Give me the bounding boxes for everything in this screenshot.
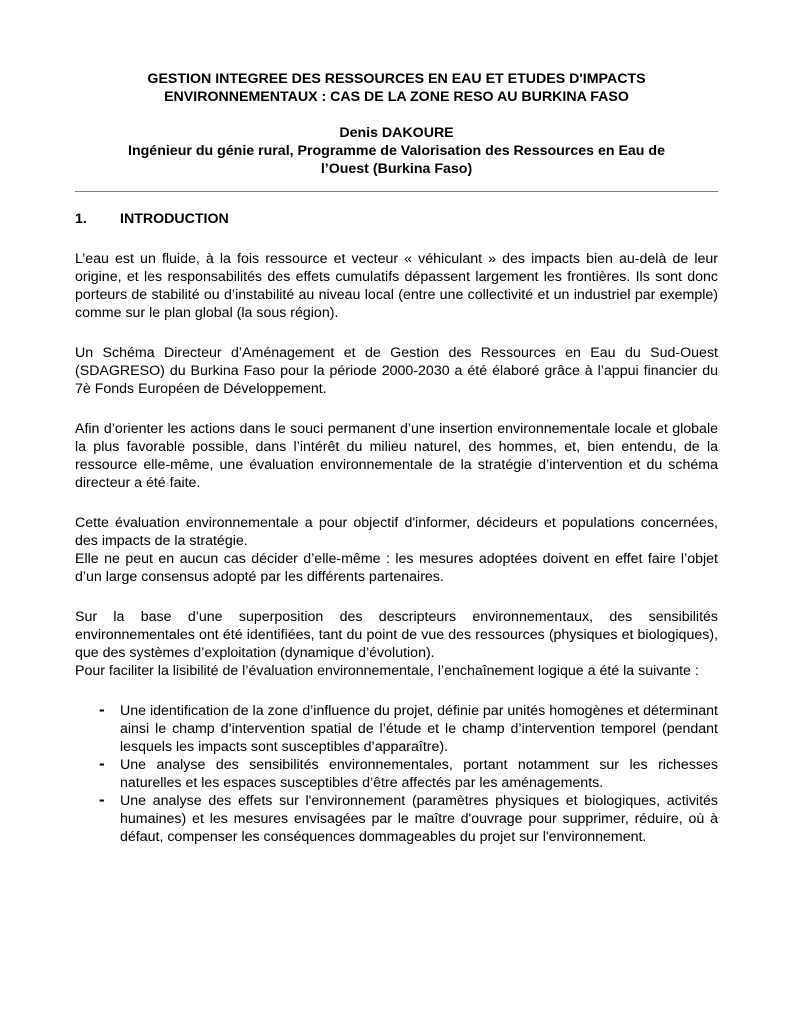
- document-title: [75, 70, 718, 106]
- section-title: INTRODUCTION: [120, 211, 229, 227]
- bullet-list: [75, 702, 718, 846]
- section-number: 1.: [75, 211, 87, 227]
- title-line-2: ENVIRONNEMENTAUX : CAS DE LA ZONE RESO AU BURKINA FASO: [164, 89, 629, 105]
- paragraph: Cette évaluation environnementale a pour objectif d'informer, décideurs et populations concernées, des impacts de la stratégie.: [75, 515, 718, 549]
- paragraph: L’eau est un fluide, à la fois ressource et vecteur « véhiculant » des impacts bien au-delà de leur origine, et les responsabilités des effets cumulatifs dépassent largement les frontières. Ils sont donc porteurs de stabilité ou d’instabilité au niveau local (entre une collectivité et un industriel par exemple) comme sur le plan global (la sous région).: [75, 251, 718, 321]
- body-text: [75, 228, 718, 846]
- list-item-text: Une analyse des effets sur l'environnement (paramètres physiques et biologiques, activités humaines) et les mesures envisagées par le maître d'ouvrage pour supprimer, réduire, où à défaut, compenser les conséquences dommageables du projet sur l'environnement.: [120, 793, 718, 845]
- paragraph: Un Schéma Directeur d’Aménagement et de Gestion des Ressources en Eau du Sud-Ouest (SDAGRESO) du Burkina Faso pour la période 2000-2030 a été élaboré grâce à l’appui financier du 7è Fonds Européen de Développement.: [75, 345, 718, 397]
- dash-bullet-icon: -: [99, 700, 105, 719]
- paragraph: Pour faciliter la lisibilité de l’évaluation environnementale, l’enchaînement logique a été la suivante :: [75, 663, 699, 679]
- author-affiliation-line-2: l’Ouest (Burkina Faso): [320, 161, 473, 177]
- list-item: [75, 792, 718, 846]
- dash-bullet-icon: -: [99, 754, 105, 773]
- author-block: [75, 124, 718, 178]
- title-line-1: GESTION INTEGREE DES RESSOURCES EN EAU ET ETUDES D'IMPACTS: [147, 71, 646, 87]
- dash-bullet-icon: -: [99, 790, 105, 809]
- paragraph: Sur la base d’une superposition des descripteurs environnementaux, des sensibilités environnementales ont été identifiées, tant du point de vue des ressources (physiques et biologiques), que des systèmes d’exploitation (dynamique d’évolution).: [75, 609, 718, 661]
- section-heading: [75, 210, 718, 228]
- paragraph: Afin d’orienter les actions dans le souci permanent d’une insertion environnementale locale et globale la plus favorable possible, dans l’intérêt du milieu naturel, des hommes, et, bien entendu, de la ressource elle-même, une évaluation environnementale de la stratégie d’intervention et du schéma directeur a été faite.: [75, 421, 718, 491]
- list-item-text: Une analyse des sensibilités environnementales, portant notamment sur les richesses naturelles et les espaces susceptibles d’être affectés par les aménagements.: [120, 757, 718, 791]
- list-item-text: Une identification de la zone d’influence du projet, définie par unités homogènes et déterminant ainsi le champ d’intervention spatial de l’étude et le champ d’intervention temporel (pendant lesquels les impacts sont susceptibles d’apparaître).: [120, 703, 718, 755]
- list-item: [75, 756, 718, 792]
- author-name: Denis DAKOURE: [339, 125, 454, 141]
- list-item: [75, 702, 718, 756]
- paragraph: Elle ne peut en aucun cas décider d’elle-même : les mesures adoptées doivent en effet faire l’objet d’un large consensus adopté par les différents partenaires.: [75, 551, 718, 585]
- document-page: [75, 70, 718, 846]
- author-affiliation-line-1: Ingénieur du génie rural, Programme de Valorisation des Ressources en Eau de: [128, 143, 665, 159]
- header-divider: [75, 191, 718, 192]
